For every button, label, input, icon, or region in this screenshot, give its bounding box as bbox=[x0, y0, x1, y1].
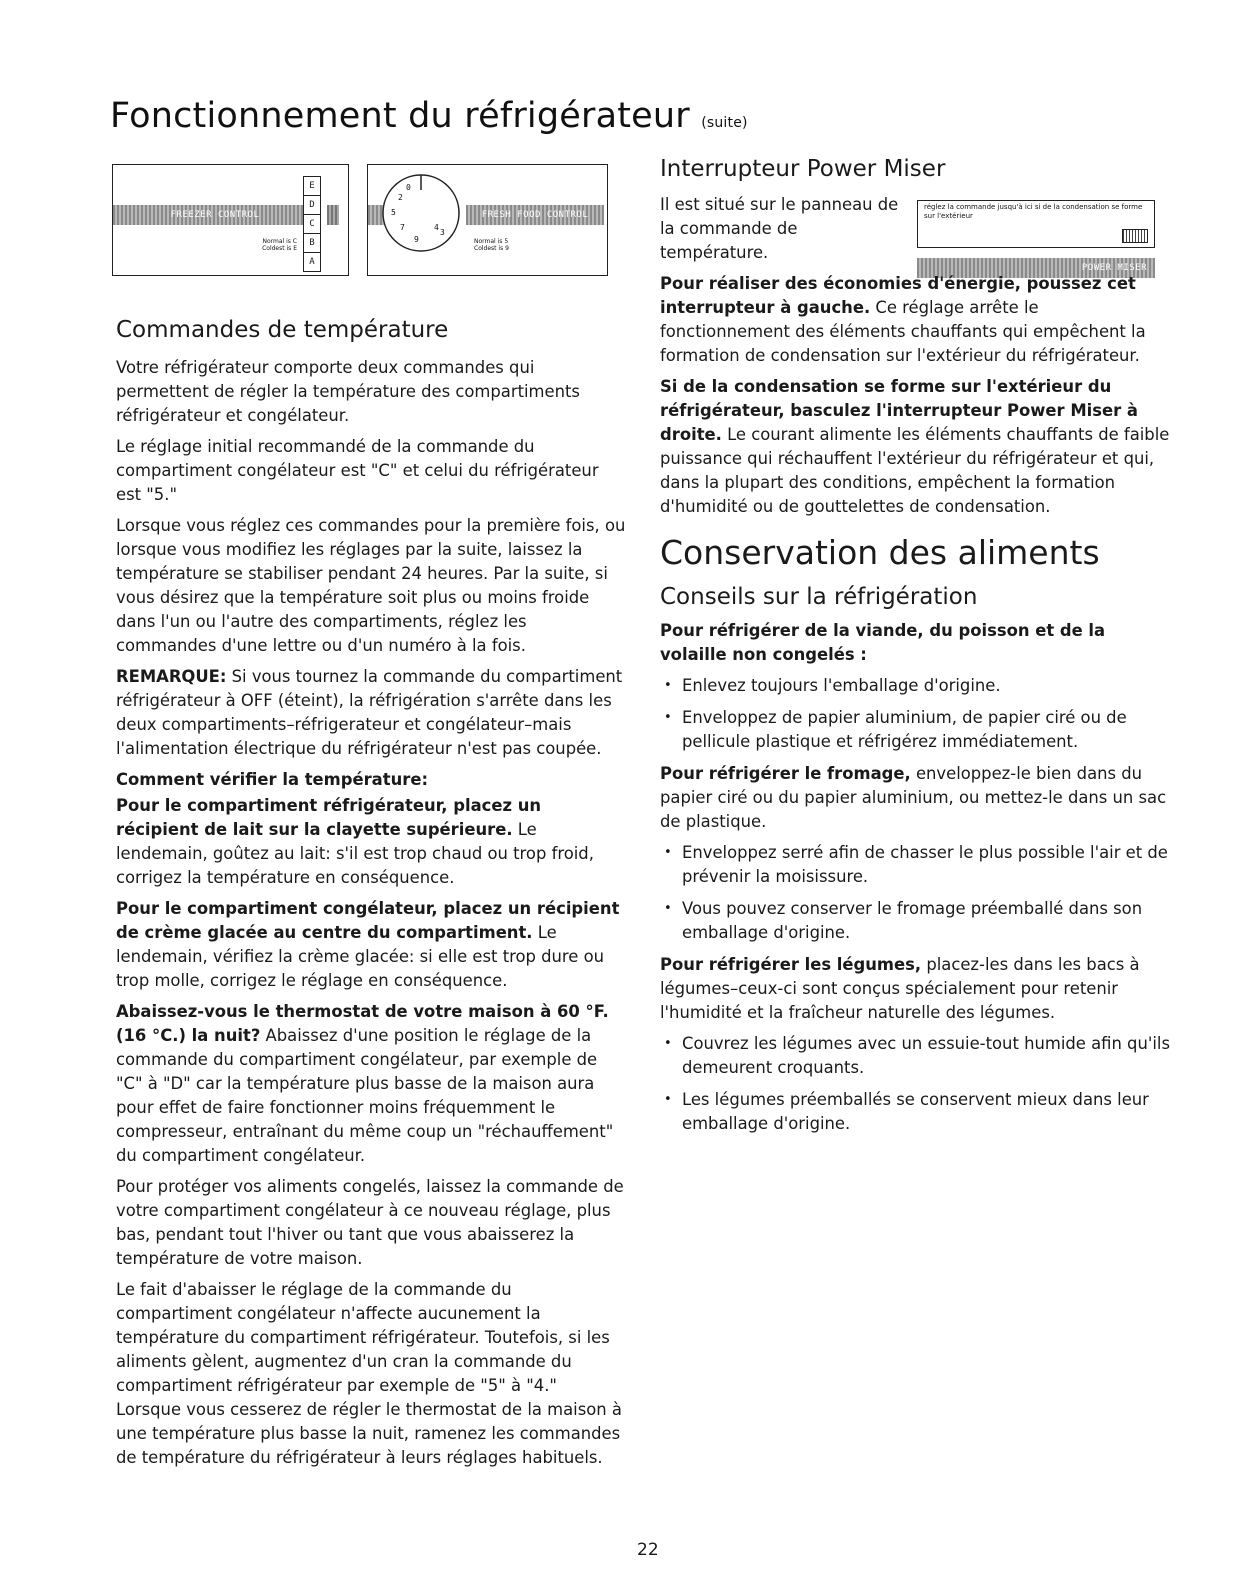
freezer-letter: E bbox=[304, 177, 320, 196]
paragraph bbox=[660, 375, 1170, 519]
freezer-control-strip bbox=[113, 205, 317, 225]
paragraph: Lorsque vous réglez ces commandes pour la première fois, ou lorsque vous modifiez les réglages par la suite, laissez la température se stabiliser pendant 24 heures. Par la suite, si vous désirez que la température soit plus ou moins froide dans l'un ou l'autre des compartiments, réglez les commandes d'une lettre ou d'un numéro à la fois. bbox=[116, 516, 626, 655]
fresh-food-coldest-text: Coldest is 9 bbox=[474, 245, 509, 252]
refrigeration-tips-heading: Conseils sur la réfrigération bbox=[660, 584, 978, 610]
paragraph: Le fait d'abaisser le réglage de la commande du compartiment congélateur n'affecte aucunement la température du compartiment réfrigérateur. Toutefois, si les aliments gèlent, augmentez d'un cran la commande du compartiment réfrigérateur par exemple de "5" à "4." Lorsque vous cesserez de régler le thermostat de la maison à une température plus basse la nuit, ramenez les commandes de température du réfrigérateur à leurs réglages habituels. bbox=[116, 1280, 622, 1467]
dial-number: 4 bbox=[434, 223, 439, 232]
freezer-slider-knob bbox=[327, 205, 339, 225]
freezer-letter: D bbox=[304, 196, 320, 215]
dial-number: 3 bbox=[440, 228, 445, 237]
bold-lead: Pour réaliser des économies d'énergie, poussez cet interrupteur à gauche. bbox=[660, 274, 1136, 317]
power-miser-note: réglez la commande jusqu'à ici si de la condensation se forme sur l'extérieur bbox=[924, 203, 1143, 220]
page-title-text: Fonctionnement du réfrigérateur bbox=[110, 96, 690, 136]
freezer-legend bbox=[241, 238, 297, 252]
paragraph-text: enveloppez-le bien dans du papier ciré ou du papier aluminium, ou mettez-le dans un sac de plastique. bbox=[660, 764, 1167, 831]
fresh-food-legend bbox=[474, 238, 544, 252]
remark-paragraph bbox=[116, 665, 626, 761]
page-number: 22 bbox=[637, 1540, 659, 1560]
left-column bbox=[116, 318, 626, 1477]
bold-lead: Pour réfrigérer le fromage, bbox=[660, 764, 911, 783]
list-item: • Enlevez toujours l'emballage d'origine. bbox=[660, 674, 1170, 698]
check-temperature-heading bbox=[116, 768, 626, 792]
meat-list bbox=[660, 674, 1170, 754]
fresh-food-control-label: FRESH FOOD CONTROL bbox=[481, 210, 589, 220]
remark-text: Si vous tournez la commande du compartiment réfrigérateur à OFF (éteint), la réfrigération s'arrête dans les deux compartiments–réfrigerateur et congélateur–mais l'alimentation électrique du réfrigérateur n'est pas coupée. bbox=[116, 667, 623, 758]
paragraph bbox=[660, 762, 1170, 834]
fresh-food-normal-text: Normal is 5 bbox=[474, 238, 509, 245]
dial-number: 2 bbox=[398, 193, 403, 202]
paragraph bbox=[660, 953, 1170, 1025]
right-column bbox=[660, 157, 1170, 1144]
bold-lead: Pour réfrigérer les légumes, bbox=[660, 955, 922, 974]
bold-lead: Si de la condensation se forme sur l'extérieur du réfrigérateur, basculez l'interrupteur Power Miser à droite. bbox=[660, 377, 1138, 444]
freezer-letter: A bbox=[309, 257, 315, 267]
cheese-list bbox=[660, 841, 1170, 945]
dial-number: 7 bbox=[400, 223, 405, 232]
bold-lead: Pour le compartiment réfrigérateur, placez un récipient de lait sur la clayette supérieure. bbox=[116, 796, 542, 839]
page-title bbox=[110, 96, 748, 136]
check-temperature-label: Comment vérifier la température: bbox=[116, 770, 428, 789]
freezer-normal-text: Normal is C bbox=[262, 238, 297, 245]
paragraph: Il est situé sur le panneau de la commande de température. bbox=[660, 195, 899, 262]
freezer-control-figure bbox=[112, 164, 349, 276]
paragraph bbox=[116, 794, 626, 890]
freezer-coldest-text: Coldest is E bbox=[262, 245, 297, 252]
list-item: • Vous pouvez conserver le fromage préemballé dans son emballage d'origine. bbox=[660, 897, 1170, 945]
dial-number: 9 bbox=[414, 235, 419, 244]
list-item: • Enveloppez serré afin de chasser le plus possible l'air et de prévenir la moisissure. bbox=[660, 841, 1170, 889]
fresh-food-control-figure bbox=[367, 164, 608, 276]
remark-label: REMARQUE: bbox=[116, 667, 227, 686]
power-miser-heading: Interrupteur Power Miser bbox=[660, 156, 946, 182]
paragraph: Pour protéger vos aliments congelés, laissez la commande de votre compartiment congélateur à ce nouveau réglage, plus bas, pendant tout l'hiver ou tant que vous abaisserez la température de votre maison. bbox=[116, 1177, 624, 1268]
page-title-suffix: (suite) bbox=[701, 115, 748, 131]
paragraph-text: Abaissez d'une position le réglage de la commande du compartiment congélateur, par exemple de "C" à "D" car la température plus basse de la maison aura pour effet de faire fonctionner moins fréquemment le compresseur, entraînant du même coup un "réchauffement" du compartiment congélateur. bbox=[116, 1026, 614, 1165]
bold-lead: Pour réfrigérer de la viande, du poisson et de la volaille non congelés : bbox=[660, 621, 1106, 664]
dial-number: 0 bbox=[406, 183, 411, 192]
fresh-food-control-strip bbox=[466, 205, 604, 225]
list-item: • Les légumes préemballés se conservent mieux dans leur emballage d'origine. bbox=[660, 1088, 1170, 1136]
paragraph: Le réglage initial recommandé de la commande du compartiment congélateur est "C" et celui du réfrigérateur est "5." bbox=[116, 437, 599, 504]
paragraph bbox=[660, 272, 1170, 368]
dial-number: 5 bbox=[391, 208, 396, 217]
paragraph-text: Le lendemain, goûtez au lait: s'il est trop chaud ou trop froid, corrigez la température en conséquence. bbox=[116, 820, 594, 887]
freezer-letter: B bbox=[304, 234, 320, 253]
power-miser-label: POWER MISER bbox=[1081, 263, 1147, 273]
paragraph-text: placez-les dans les bacs à légumes–ceux-ci sont conçus spécialement pour retenir l'humidité et la fraîcheur naturelle des légumes. bbox=[660, 955, 1140, 1022]
paragraph bbox=[116, 1000, 626, 1168]
meat-heading bbox=[660, 619, 1170, 667]
freezer-letter: C bbox=[304, 215, 320, 234]
bold-lead: Pour le compartiment congélateur, placez un récipient de crème glacée au centre du compartiment. bbox=[116, 899, 620, 942]
list-item: • Enveloppez de papier aluminium, de papier ciré ou de pellicule plastique et réfrigérez immédiatement. bbox=[660, 706, 1170, 754]
bold-lead: Abaissez-vous le thermostat de votre maison à 60 °F. (16 °C.) la nuit? bbox=[116, 1002, 609, 1045]
paragraph-text: Le lendemain, vérifiez la crème glacée: si elle est trop dure ou trop molle, corrigez le réglage en conséquence. bbox=[116, 923, 605, 990]
freezer-control-label: FREEZER CONTROL bbox=[170, 210, 260, 220]
paragraph-text: Le courant alimente les éléments chauffants de faible puissance qui réchauffent l'extérieur du réfrigérateur et qui, dans la plupart des conditions, empêchent la formation d'humidité ou de gouttelettes de condensation. bbox=[660, 425, 1170, 516]
temperature-controls-heading: Commandes de température bbox=[116, 317, 449, 343]
paragraph-text: Ce réglage arrête le fonctionnement des éléments chauffants qui empêchent la formation de condensation sur l'extérieur du réfrigérateur. bbox=[660, 298, 1146, 365]
fresh-food-dial-icon bbox=[378, 170, 464, 256]
freezer-letter-scale bbox=[303, 176, 321, 272]
paragraph bbox=[116, 897, 626, 993]
paragraph: Votre réfrigérateur comporte deux commandes qui permettent de régler la température des compartiments réfrigérateur et congélateur. bbox=[116, 358, 580, 425]
food-storage-heading: Conservation des aliments bbox=[660, 533, 1100, 572]
list-item: • Couvrez les légumes avec un essuie-tout humide afin qu'ils demeurent croquants. bbox=[660, 1032, 1170, 1080]
vegetables-list bbox=[660, 1032, 1170, 1136]
